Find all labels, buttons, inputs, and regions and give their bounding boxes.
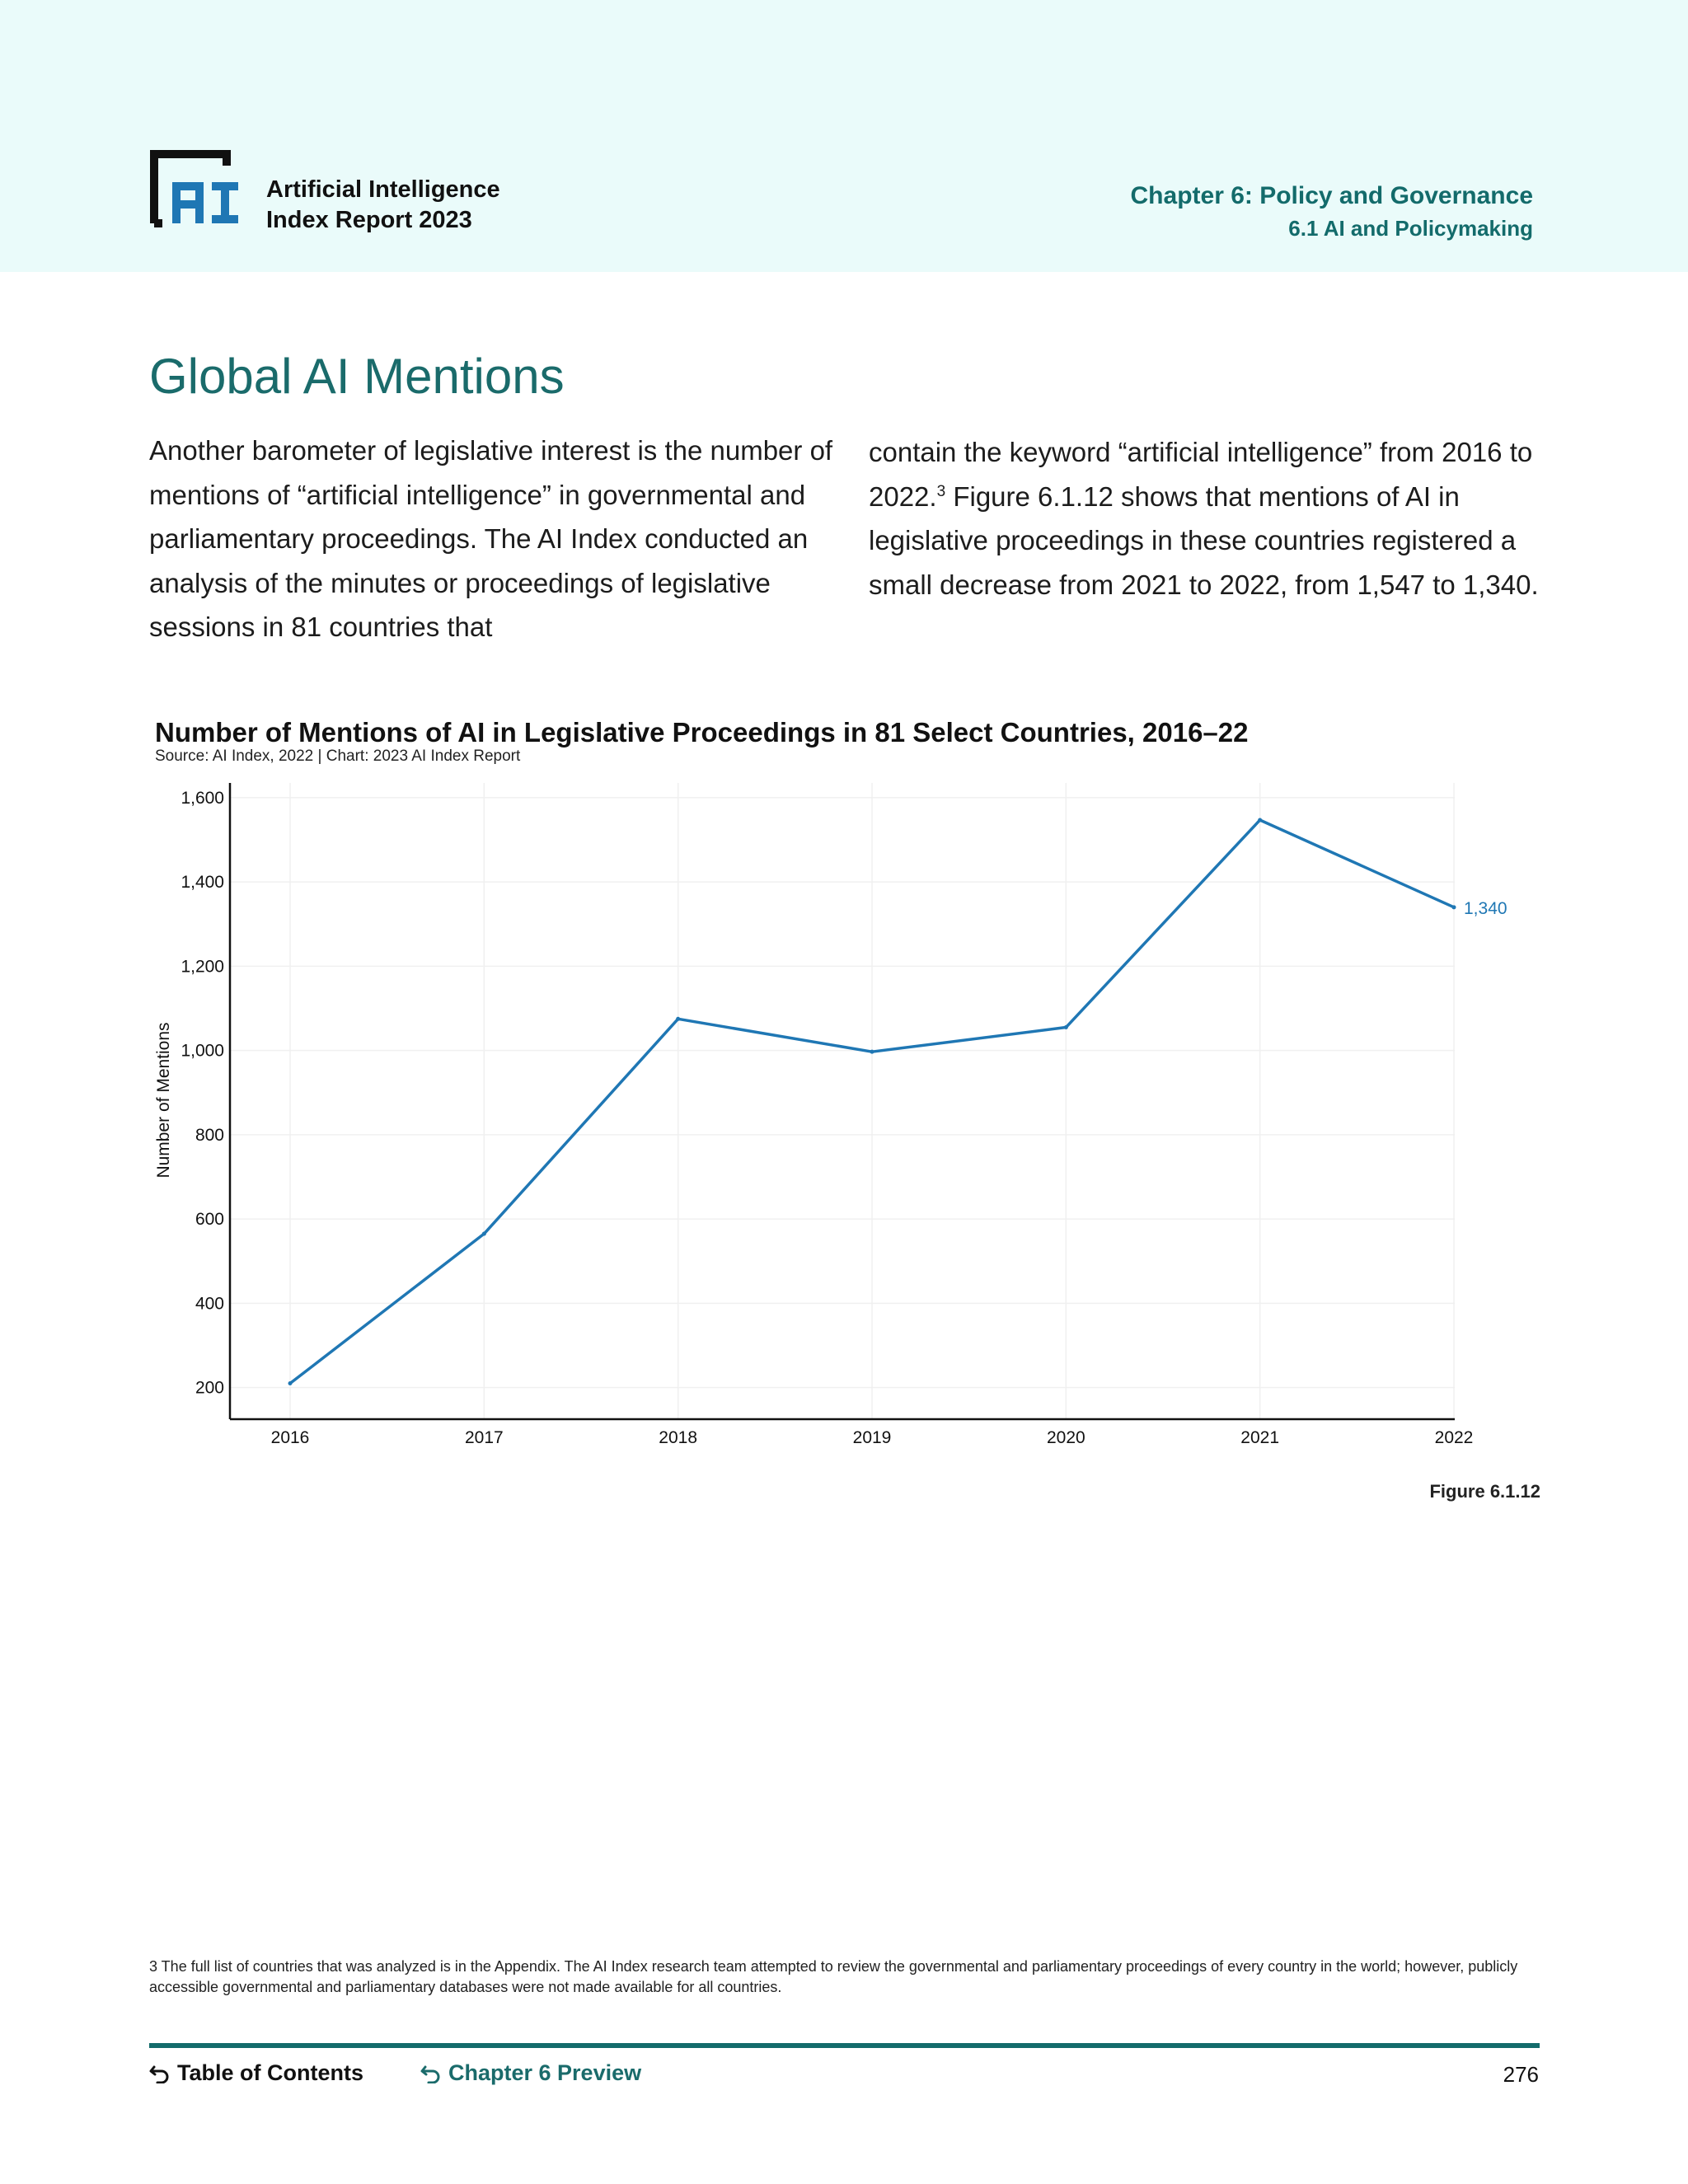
figure-label: Figure 6.1.12 xyxy=(1429,1481,1540,1502)
data-point xyxy=(1064,1025,1068,1029)
page-title: Global AI Mentions xyxy=(149,349,565,404)
x-tick-label: 2019 xyxy=(852,1428,892,1447)
return-arrow-icon xyxy=(149,2064,171,2083)
right-paragraph-a: contain the keyword “artificial intelligence” from 2016 to 2022. xyxy=(869,437,1533,512)
x-tick-label: 2016 xyxy=(270,1428,310,1447)
data-point xyxy=(1452,905,1456,909)
x-tick-label: 2022 xyxy=(1434,1428,1474,1447)
data-point xyxy=(1258,818,1262,822)
footnote-ref[interactable]: 3 xyxy=(936,482,946,500)
y-axis-label: Number of Mentions xyxy=(154,1022,173,1179)
report-title-line2: Index Report 2023 xyxy=(266,207,472,233)
table-of-contents-link[interactable] xyxy=(149,2060,363,2086)
data-point xyxy=(676,1017,680,1021)
y-tick-label: 800 xyxy=(195,1125,224,1145)
data-point xyxy=(482,1232,486,1236)
footnote: 3 The full list of countries that was analyzed is in the Appendix. The AI Index research team attempted to review the governmental and parliamentary proceedings of every country in the world; however, publicly accessible governmental and parliamentary databases were not made available for all countries. xyxy=(149,1958,1518,1995)
tick-labels xyxy=(181,789,1473,1447)
footer-divider xyxy=(149,2043,1540,2048)
report-title-line1: Artificial Intelligence xyxy=(266,176,500,203)
grid-lines xyxy=(230,783,1455,1419)
section-title: 6.1 AI and Policymaking xyxy=(1288,216,1533,241)
end-value-label: 1,340 xyxy=(1464,898,1507,918)
data-point xyxy=(288,1381,293,1385)
data-point xyxy=(870,1050,874,1054)
chart-title: Number of Mentions of AI in Legislative Proceedings in 81 Select Countries, 2016–22 xyxy=(155,717,1249,748)
chapter-preview-link[interactable] xyxy=(420,2060,641,2086)
y-tick-label: 400 xyxy=(195,1294,224,1314)
y-tick-label: 1,200 xyxy=(181,957,224,977)
x-tick-label: 2020 xyxy=(1046,1428,1085,1447)
right-paragraph-b: Figure 6.1.12 shows that mentions of AI in legislative proceedings in these countries registered a small decrease from 2021 to 2022, from 1,547 to 1,340. xyxy=(869,480,1539,600)
left-paragraph: Another barometer of legislative interest is the number of mentions of “artificial intelligence” in governmental and parliamentary proceedings. The AI Index conducted an analysis of the minutes or proceedings of legislative sessions in 81 countries that xyxy=(149,435,833,642)
page-number: 276 xyxy=(1503,2062,1539,2087)
y-tick-label: 1,600 xyxy=(181,788,224,808)
return-arrow-icon xyxy=(420,2064,442,2083)
y-tick-label: 1,000 xyxy=(181,1041,224,1061)
chapter-title: Chapter 6: Policy and Governance xyxy=(1130,182,1533,209)
y-tick-label: 1,400 xyxy=(181,873,224,893)
x-tick-label: 2021 xyxy=(1240,1428,1280,1447)
series xyxy=(288,818,1507,1385)
toc-label: Table of Contents xyxy=(177,2060,363,2085)
preview-label: Chapter 6 Preview xyxy=(448,2060,642,2085)
x-tick-label: 2017 xyxy=(464,1428,504,1447)
axes xyxy=(230,783,1455,1419)
y-tick-label: 200 xyxy=(195,1378,224,1398)
chart-source: Source: AI Index, 2022 | Chart: 2023 AI Index Report xyxy=(155,748,521,765)
x-tick-label: 2018 xyxy=(659,1428,698,1447)
y-tick-label: 600 xyxy=(195,1210,224,1230)
